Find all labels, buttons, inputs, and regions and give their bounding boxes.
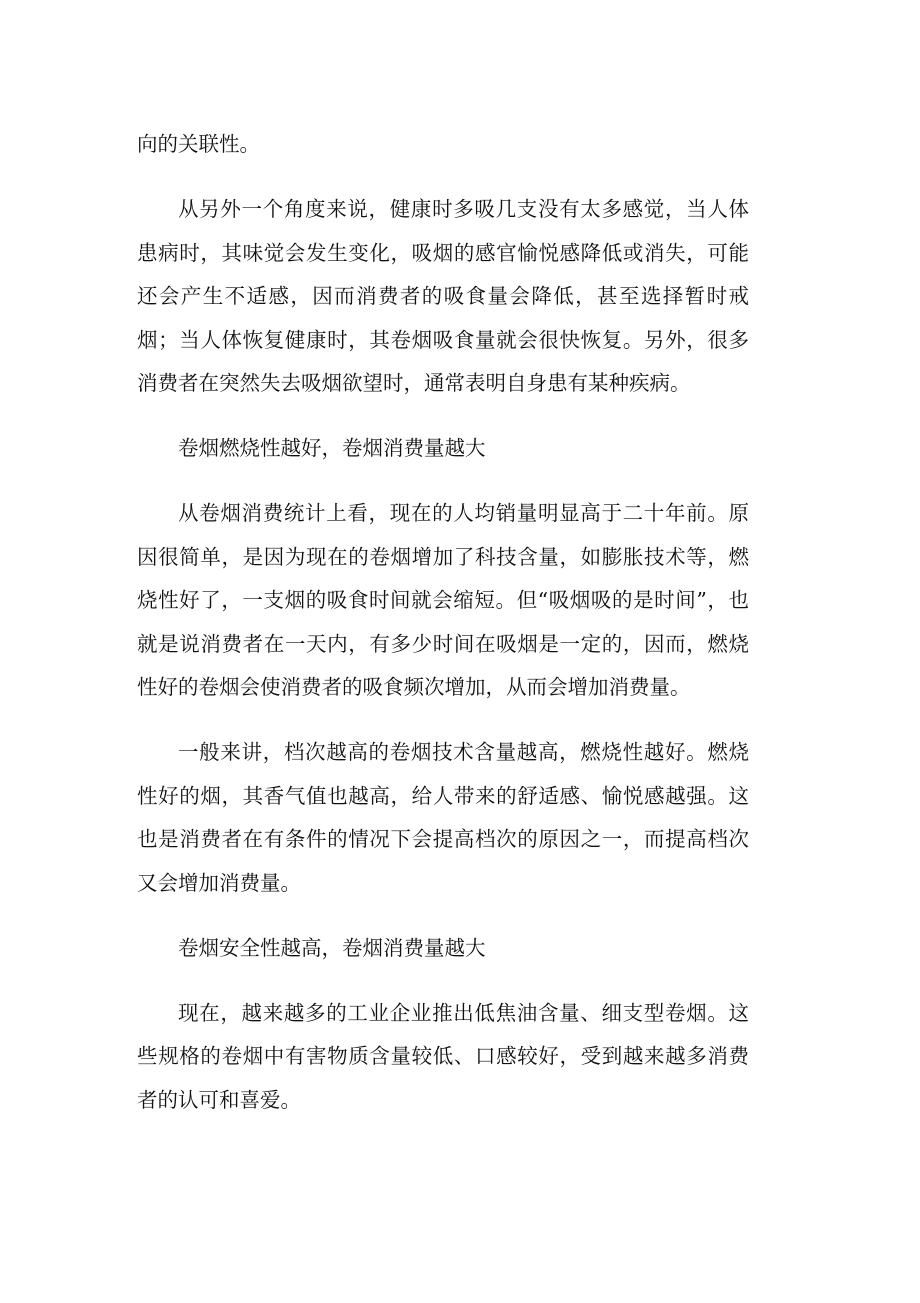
paragraph-grade-technology: 一般来讲，档次越高的卷烟技术含量越高，燃烧性越好。燃烧性好的烟，其香气值也越高，给人带来的舒适感、愉悦感越强。这也是消费者在有条件的情况下会提高档次的原因之一，而提高档次又会增加消费量。: [137, 740, 749, 895]
text-column: [137, 123, 749, 1144]
paragraph-continuation: 向的关联性。: [137, 132, 260, 156]
section-heading-safety: 卷烟安全性越高，卷烟消费量越大: [178, 935, 486, 960]
section-heading-combustion: 卷烟燃烧性越好，卷烟消费量越大: [178, 436, 486, 460]
paragraph-low-tar: 现在，越来越多的工业企业推出低焦油含量、细支型卷烟。这些规格的卷烟中有害物质含量较低、口感较好，受到越来越多消费者的认可和喜爱。: [137, 1000, 749, 1112]
paragraph-combustion-stats: 从卷烟消费统计上看，现在的人均销量明显高于二十年前。原因很简单，是因为现在的卷烟增加了科技含量，如膨胀技术等，燃烧性好了，一支烟的吸食时间就会缩短。但“吸烟吸的是时间”，也就是说消费者在一天内，有多少时间在吸烟是一定的，因而，燃烧性好的卷烟会使消费者的吸食频次增加，从而会增加消费量。: [137, 501, 749, 699]
paragraph-health-effect: 从另外一个角度来说，健康时多吸几支没有太多感觉，当人体患病时，其味觉会发生变化，吸烟的感官愉悦感降低或消失，可能还会产生不适感，因而消费者的吸食量会降低，甚至选择暂时戒烟；当人体恢复健康时，其卷烟吸食量就会很快恢复。另外，很多消费者在突然失去吸烟欲望时，通常表明自身患有某种疾病。: [137, 197, 749, 395]
